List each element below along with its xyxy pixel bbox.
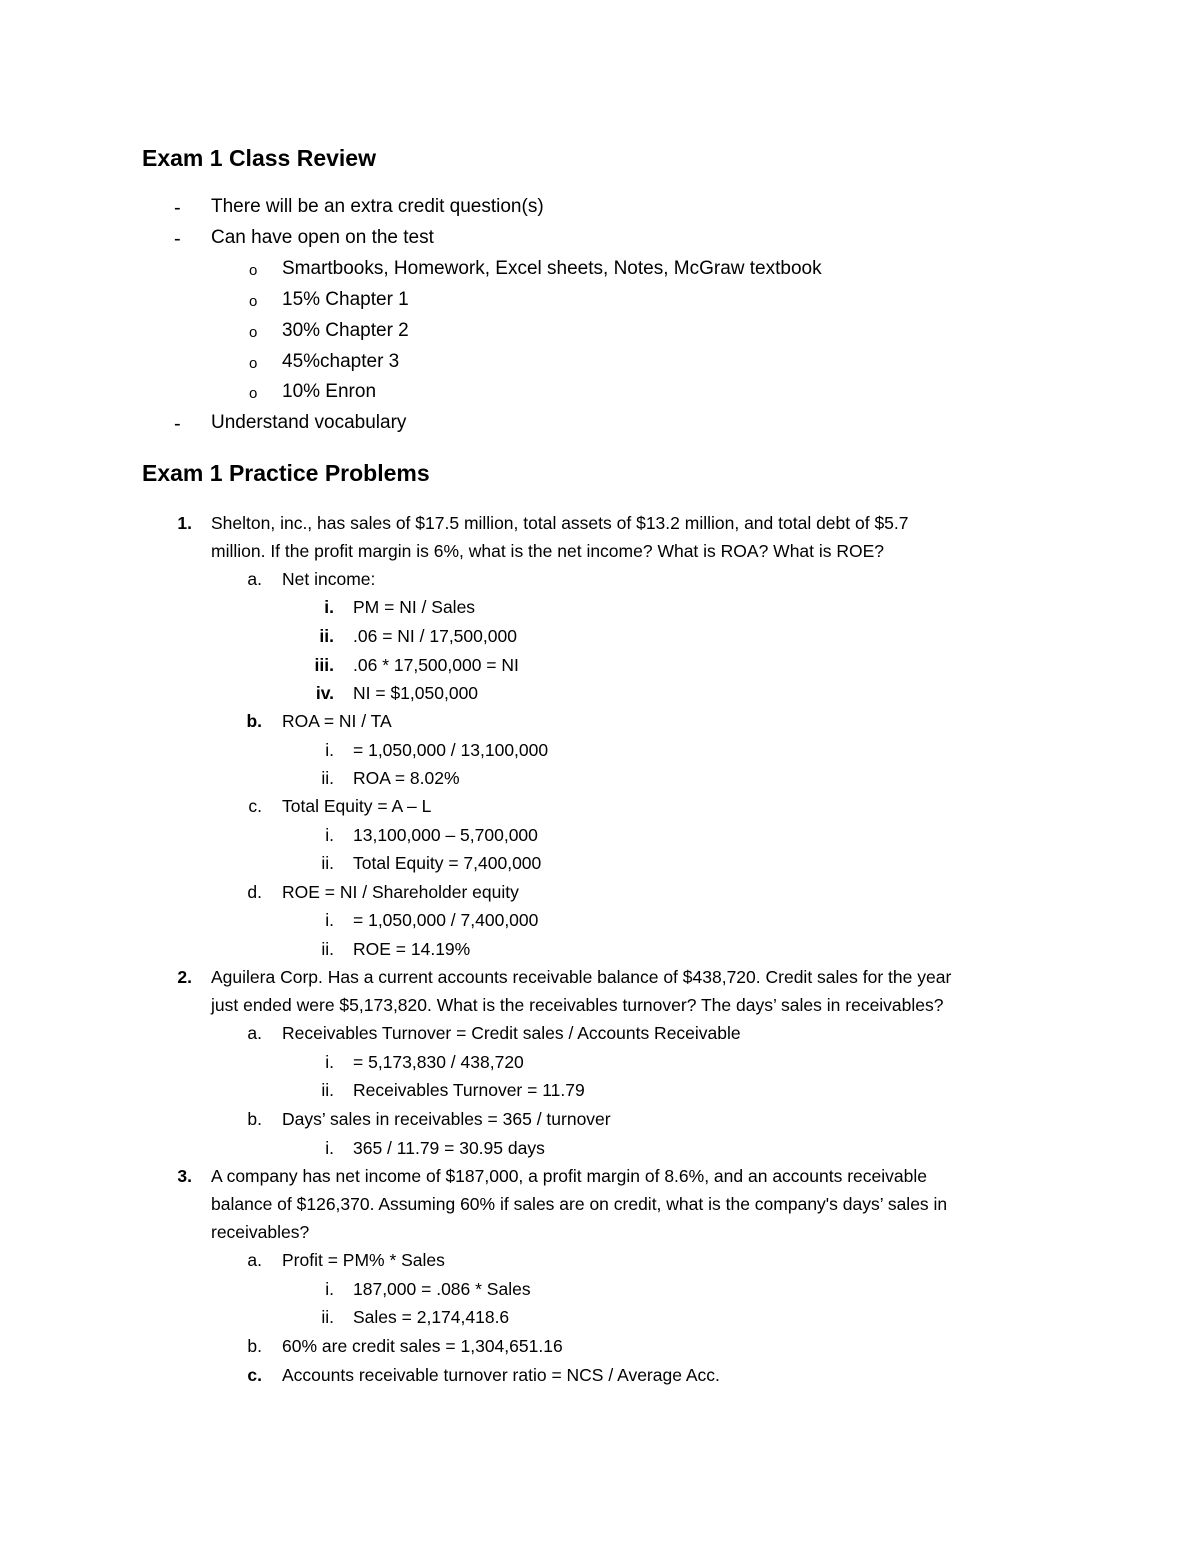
part-text: Net income: (282, 569, 376, 589)
dash-marker: - (174, 413, 181, 435)
step-label: ii. (321, 768, 334, 788)
step-text: ROE = 14.19% (353, 939, 471, 959)
part-label: a. (247, 1250, 262, 1270)
part-text: Total Equity = A – L (282, 796, 432, 816)
step-label: i. (325, 1052, 334, 1072)
part-text: Profit = PM% * Sales (282, 1250, 445, 1270)
step-label: ii. (321, 1307, 334, 1327)
step-text: 365 / 11.79 = 30.95 days (353, 1138, 545, 1158)
part-text: 60% are credit sales = 1,304,651.16 (282, 1336, 563, 1356)
step-text: = 5,173,830 / 438,720 (353, 1052, 524, 1072)
step-label: i. (325, 910, 334, 930)
problem-number: 2. (177, 967, 192, 987)
part-text: Receivables Turnover = Credit sales / Accounts Receivable (282, 1023, 741, 1043)
step-label: i. (325, 825, 334, 845)
step-text: 13,100,000 – 5,700,000 (353, 825, 538, 845)
problem-text-line: Shelton, inc., has sales of $17.5 million, total assets of $13.2 million, and total debt of $5.7 (211, 513, 909, 533)
part-text: Accounts receivable turnover ratio = NCS / Average Acc. (282, 1365, 720, 1385)
part-label: c. (248, 796, 262, 816)
step-label: ii. (321, 853, 334, 873)
step-label: i. (325, 740, 334, 760)
step-text: Receivables Turnover = 11.79 (353, 1080, 585, 1100)
step-text: = 1,050,000 / 7,400,000 (353, 910, 539, 930)
step-text: PM = NI / Sales (353, 597, 476, 617)
problem-number: 1. (177, 513, 192, 533)
problem-text-line: million. If the profit margin is 6%, what is the net income? What is ROA? What is ROE? (211, 541, 885, 561)
step-text: = 1,050,000 / 13,100,000 (353, 740, 549, 760)
part-label: b. (247, 1109, 262, 1129)
step-label: i. (325, 1138, 334, 1158)
part-label: c. (247, 1365, 262, 1385)
problem-text-line: Aguilera Corp. Has a current accounts receivable balance of $438,720. Credit sales for the year (211, 967, 952, 987)
step-text: Sales = 2,174,418.6 (353, 1307, 510, 1327)
step-label: ii. (321, 939, 334, 959)
step-label: iv. (315, 683, 334, 703)
dash-marker: - (174, 228, 181, 250)
step-label: ii. (321, 1080, 334, 1100)
part-label: a. (247, 569, 262, 589)
review-sub-bullet: Smartbooks, Homework, Excel sheets, Notes, McGraw textbook (282, 258, 822, 279)
part-label: b. (246, 711, 262, 731)
review-bullet: There will be an extra credit question(s) (211, 196, 544, 217)
review-bullet: Understand vocabulary (211, 412, 407, 433)
circle-bullet-icon: o (249, 262, 258, 279)
problem-text-line: receivables? (211, 1222, 310, 1242)
part-text: ROA = NI / TA (282, 711, 392, 731)
dash-marker: - (174, 197, 181, 219)
step-label: ii. (319, 626, 334, 646)
step-label: i. (325, 1279, 334, 1299)
step-text: 187,000 = .086 * Sales (353, 1279, 531, 1299)
problem-text-line: just ended were $5,173,820. What is the receivables turnover? The days’ sales in receivables? (211, 995, 944, 1015)
circle-bullet-icon: o (249, 355, 258, 372)
practice-heading: Exam 1 Practice Problems (142, 460, 430, 486)
step-text: .06 * 17,500,000 = NI (353, 655, 519, 675)
step-text: ROA = 8.02% (353, 768, 460, 788)
step-label: iii. (314, 655, 334, 675)
problem-text-line: A company has net income of $187,000, a profit margin of 8.6%, and an accounts receivable (211, 1166, 927, 1186)
review-sub-bullet: 15% Chapter 1 (282, 289, 409, 310)
review-heading: Exam 1 Class Review (142, 145, 376, 171)
problem-number: 3. (177, 1166, 192, 1186)
part-text: Days’ sales in receivables = 365 / turnover (282, 1109, 611, 1129)
review-sub-bullet: 45%chapter 3 (282, 351, 400, 372)
review-bullet: Can have open on the test (211, 227, 434, 248)
circle-bullet-icon: o (249, 324, 258, 341)
part-text: ROE = NI / Shareholder equity (282, 882, 519, 902)
review-sub-bullet: 10% Enron (282, 381, 377, 402)
review-sub-bullet: 30% Chapter 2 (282, 320, 409, 341)
step-text: NI = $1,050,000 (353, 683, 479, 703)
step-text: Total Equity = 7,400,000 (353, 853, 542, 873)
part-label: b. (247, 1336, 262, 1356)
step-text: .06 = NI / 17,500,000 (353, 626, 517, 646)
circle-bullet-icon: o (249, 293, 258, 310)
step-label: i. (324, 597, 334, 617)
part-label: d. (247, 882, 262, 902)
problem-text-line: balance of $126,370. Assuming 60% if sales are on credit, what is the company's days’ sales in (211, 1194, 948, 1214)
circle-bullet-icon: o (249, 385, 258, 402)
part-label: a. (247, 1023, 262, 1043)
